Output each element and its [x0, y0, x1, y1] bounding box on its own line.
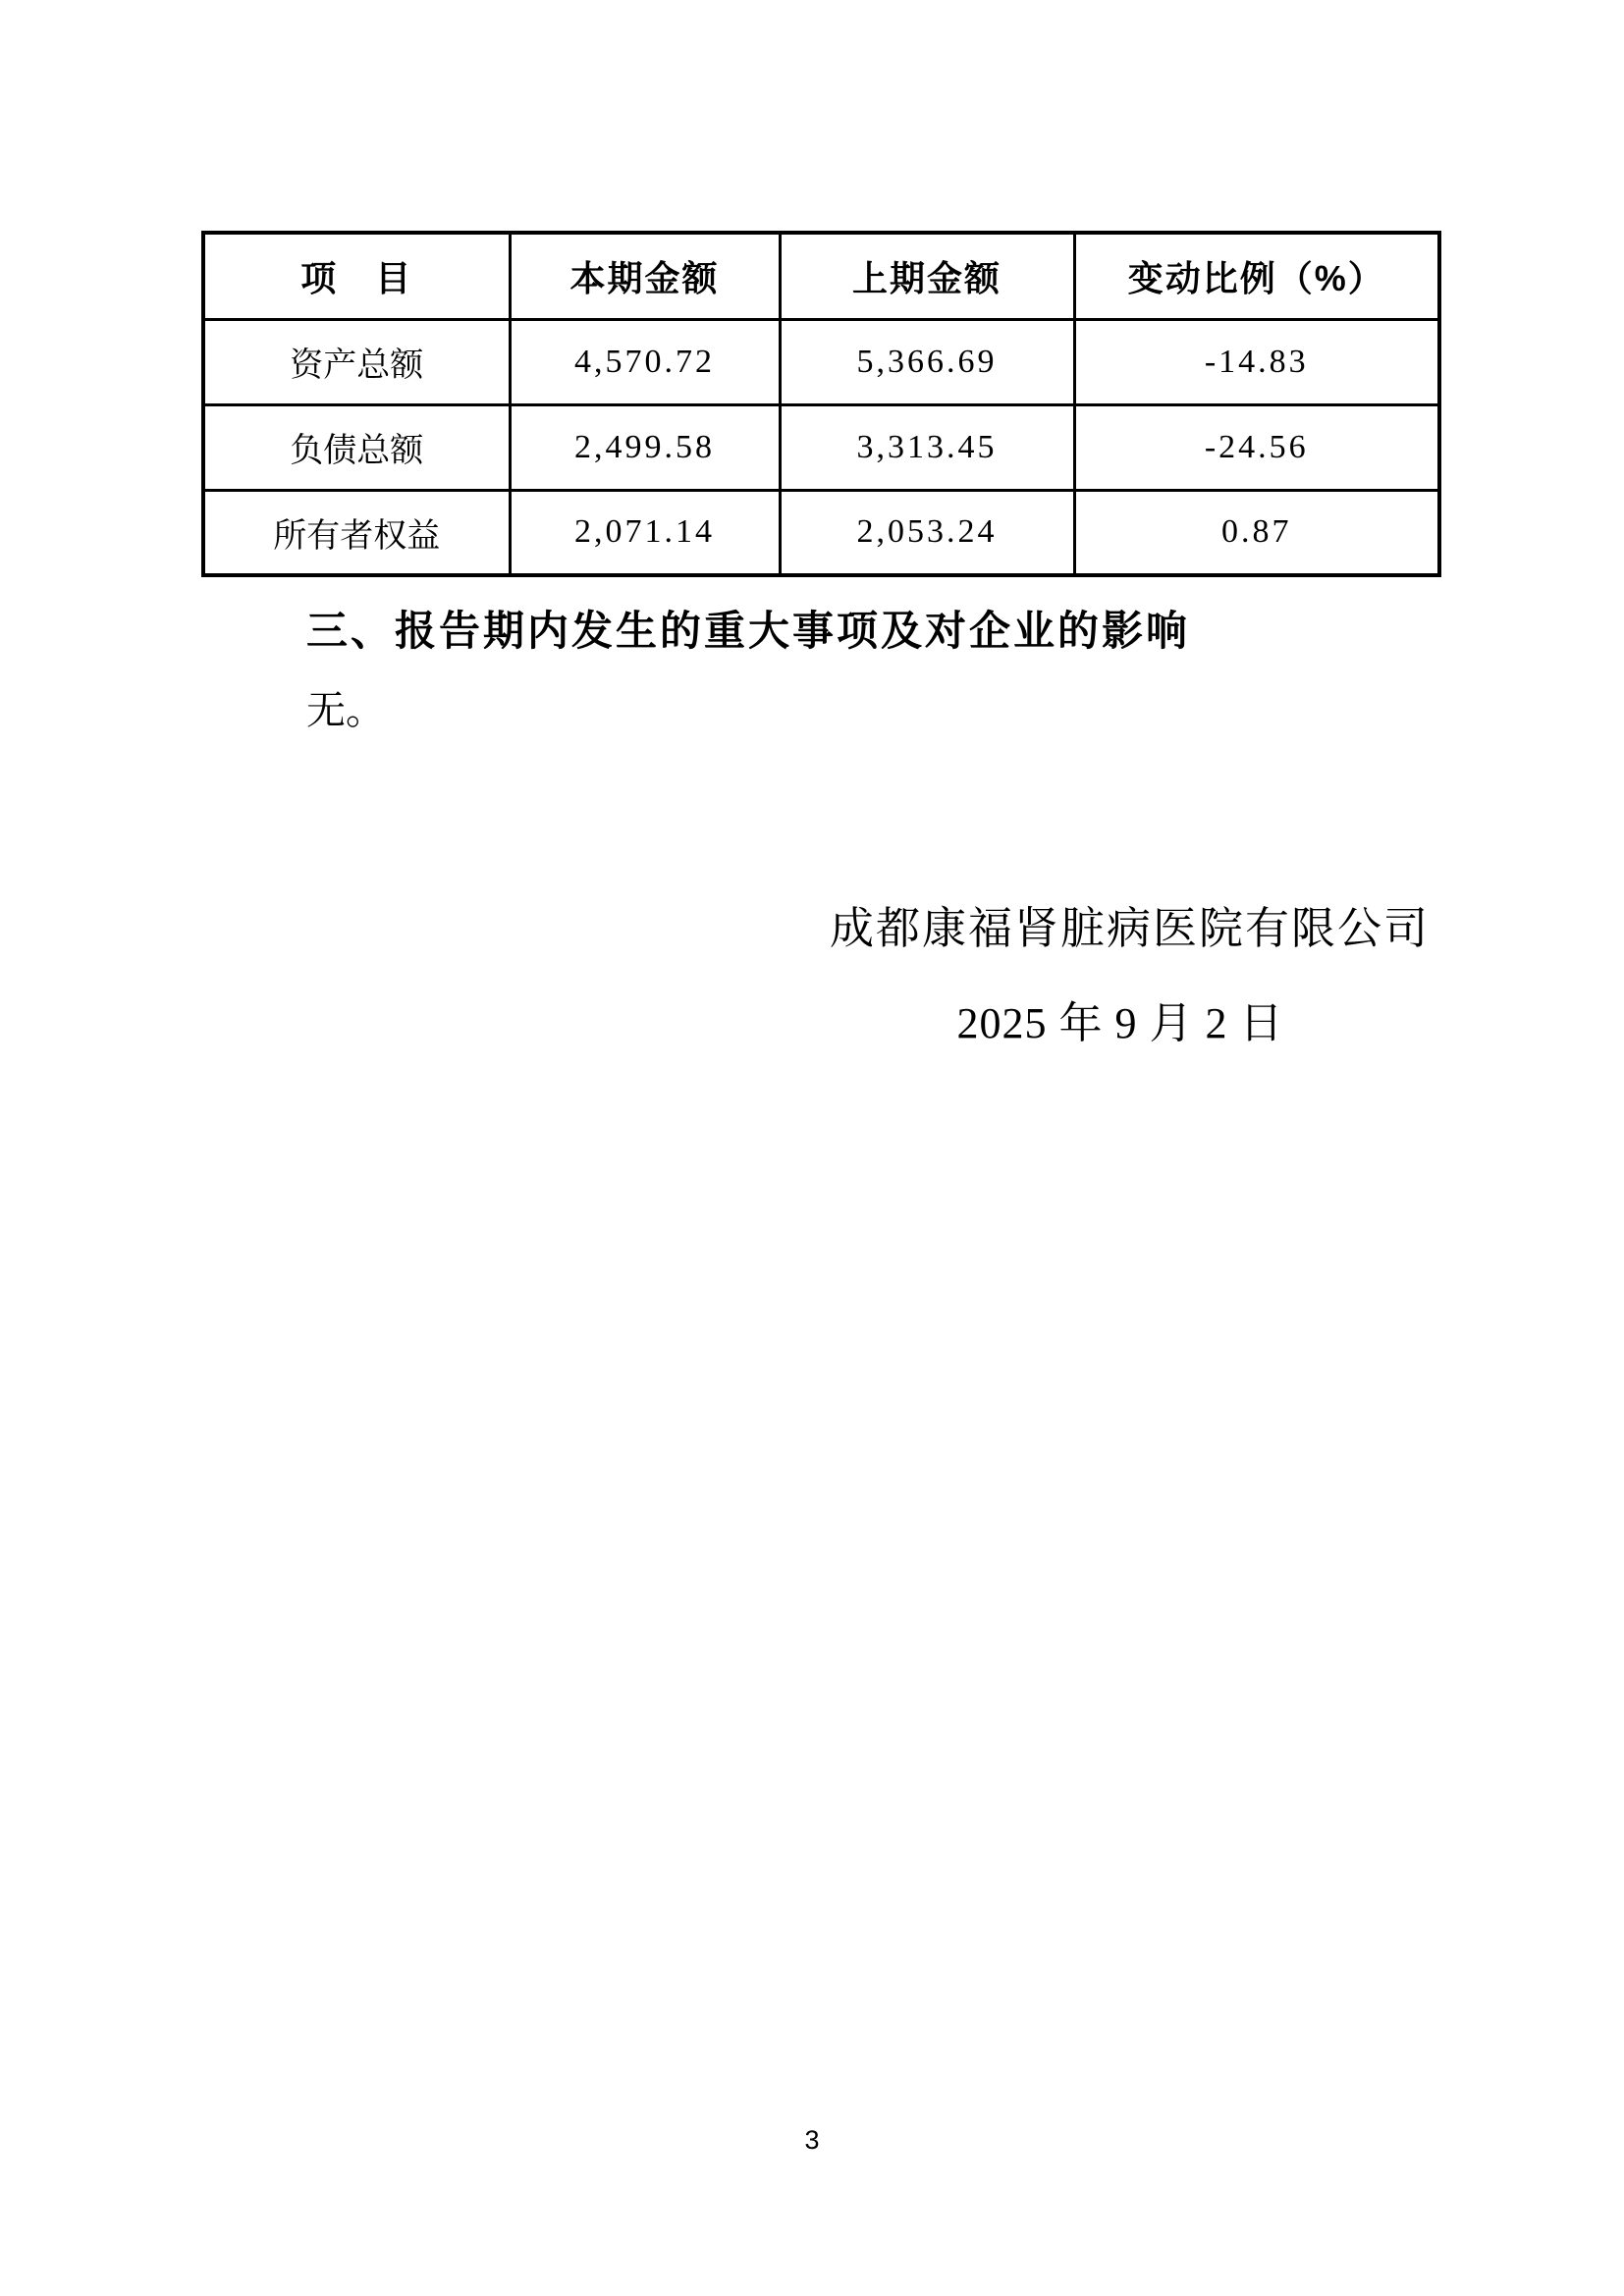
col-header-change: 变动比例（%）	[1074, 233, 1439, 319]
report-date: 2025 年 9 月 2 日	[956, 998, 1284, 1047]
cell-previous: 5,366.69	[780, 319, 1074, 404]
cell-change: -14.83	[1074, 319, 1439, 404]
col-header-previous: 上期金额	[780, 233, 1074, 319]
cell-previous: 3,313.45	[780, 404, 1074, 490]
table-header-row	[203, 233, 1439, 319]
cell-current: 2,499.58	[510, 404, 780, 490]
table-row	[203, 319, 1439, 404]
page-number: 3	[804, 2125, 820, 2155]
cell-item: 所有者权益	[203, 490, 510, 575]
section-body-text: 无。	[306, 688, 385, 732]
company-name: 成都康福肾脏病医院有限公司	[830, 904, 1431, 953]
cell-item: 负债总额	[203, 404, 510, 490]
cell-current: 2,071.14	[510, 490, 780, 575]
col-header-item: 项 目	[203, 233, 510, 319]
table-row	[203, 490, 1439, 575]
financial-summary-table	[201, 231, 1441, 577]
section-heading: 三、报告期内发生的重大事项及对企业的影响	[306, 608, 1191, 654]
cell-item: 资产总额	[203, 319, 510, 404]
col-header-current: 本期金额	[510, 233, 780, 319]
table-row	[203, 404, 1439, 490]
cell-change: -24.56	[1074, 404, 1439, 490]
signature-block	[830, 904, 1431, 1050]
cell-current: 4,570.72	[510, 319, 780, 404]
cell-change: 0.87	[1074, 490, 1439, 575]
cell-previous: 2,053.24	[780, 490, 1074, 575]
